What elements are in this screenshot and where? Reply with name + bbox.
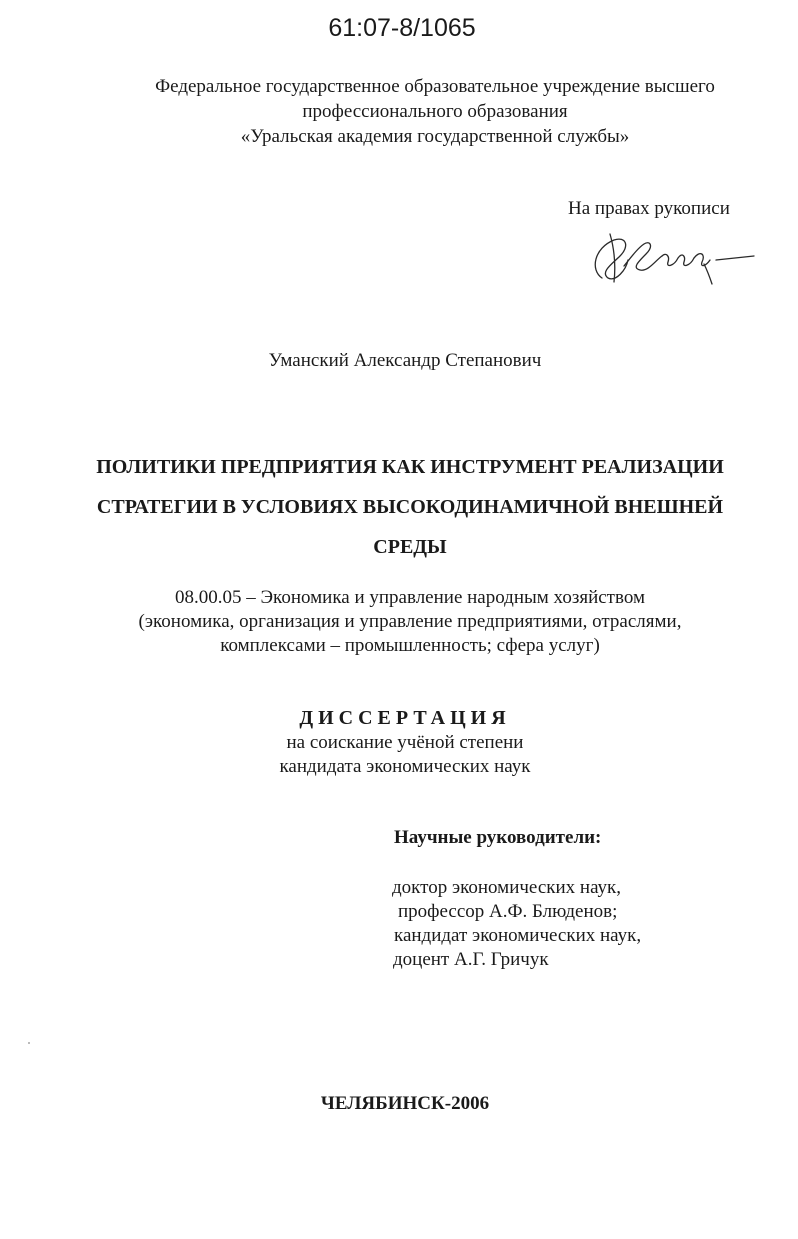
supervisors-heading: Научные руководители: (394, 827, 602, 848)
degree-line: кандидата экономических наук (279, 756, 531, 777)
specialty-line: комплексами – промышленность; сфера услуг) (220, 635, 600, 656)
dissertation-block (0, 705, 798, 779)
supervisor-line: доктор экономических наук, (392, 877, 622, 898)
author-name: Уманский Александр Степанович (268, 350, 542, 371)
archive-code: 61:07-8/1065 (328, 14, 476, 42)
specialty-code (80, 586, 740, 658)
title-line: СРЕДЫ (373, 536, 447, 558)
degree-line: на соискание учёной степени (286, 732, 524, 753)
place-year: ЧЕЛЯБИНСК-2006 (320, 1093, 490, 1114)
specialty-line: 08.00.05 – Экономика и управление народным хозяйством (175, 587, 645, 608)
supervisor-line: доцент А.Г. Гричук (393, 949, 549, 970)
manuscript-note: На правах рукописи (568, 198, 730, 219)
institution-name (110, 74, 760, 149)
scan-artifact (28, 1042, 30, 1044)
handwritten-signature (580, 226, 760, 290)
institution-line: Федеральное государственное образовательное учреждение высшего (155, 76, 715, 97)
supervisors-list (392, 876, 641, 972)
dissertation-title (70, 447, 750, 567)
supervisor-line: кандидат экономических наук, (394, 925, 642, 946)
specialty-line: (экономика, организация и управление предприятиями, отраслями, (138, 611, 682, 632)
supervisor-line: профессор А.Ф. Блюденов; (398, 901, 618, 922)
institution-line: «Уральская академия государственной службы» (240, 126, 630, 147)
institution-line: профессионального образования (302, 101, 568, 122)
title-line: ПОЛИТИКИ ПРЕДПРИЯТИЯ КАК ИНСТРУМЕНТ РЕАЛИЗАЦИИ (96, 456, 724, 478)
document-type: ДИССЕРТАЦИЯ (299, 707, 511, 729)
title-line: СТРАТЕГИИ В УСЛОВИЯХ ВЫСОКОДИНАМИЧНОЙ ВНЕШНЕЙ (96, 496, 724, 518)
